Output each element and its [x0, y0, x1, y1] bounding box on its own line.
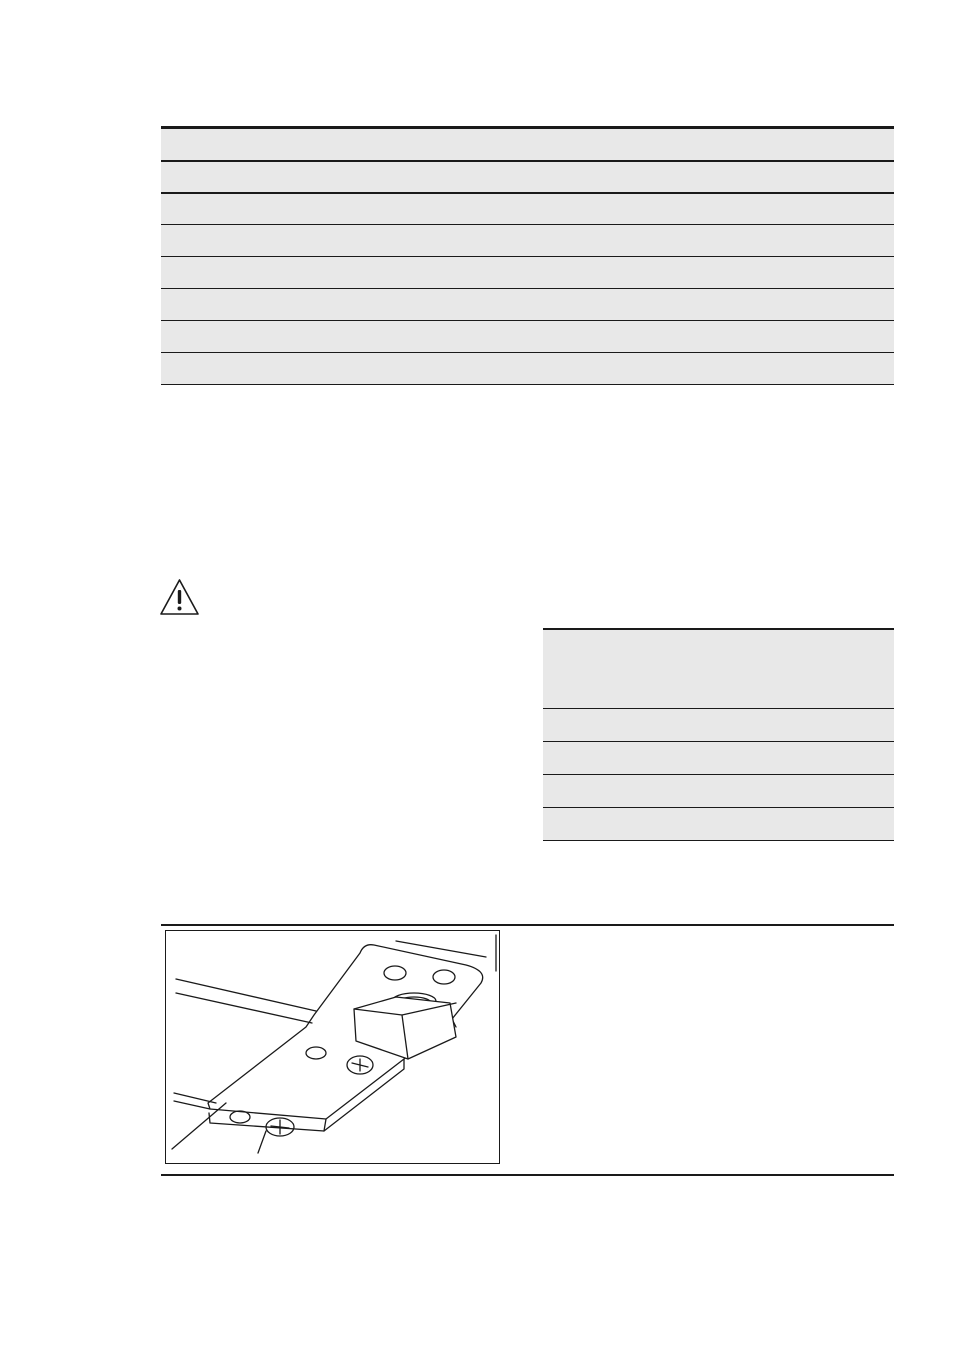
figure-bottom-rule	[161, 1174, 894, 1176]
table-bottom-rule	[161, 384, 894, 385]
adjustable-foot-illustration	[165, 930, 500, 1164]
side-table	[543, 628, 894, 841]
table-bottom-rule	[543, 840, 894, 841]
table-row	[543, 807, 894, 840]
table-row	[543, 708, 894, 741]
table-row	[161, 160, 894, 192]
table-header	[543, 628, 894, 708]
table-row	[161, 192, 894, 224]
table-row	[543, 774, 894, 807]
table-row	[161, 352, 894, 384]
table-row	[161, 288, 894, 320]
table-row	[161, 126, 894, 160]
table-row	[161, 256, 894, 288]
top-table	[161, 126, 894, 385]
table-row	[161, 224, 894, 256]
table-row	[543, 741, 894, 774]
table-row	[161, 320, 894, 352]
warning-triangle-icon	[159, 578, 200, 616]
figure-top-rule	[161, 924, 894, 926]
